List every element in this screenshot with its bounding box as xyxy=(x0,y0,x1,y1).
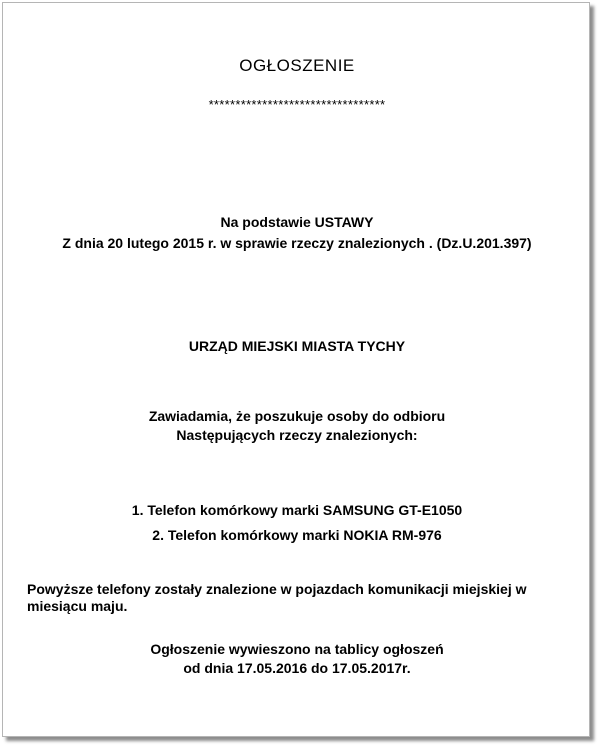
found-info-paragraph: Powyższe telefony zostały znalezione w pojazdach komunikacji miejskiej w miesiącu maju. xyxy=(27,581,527,614)
legal-basis-line-2: Z dnia 20 lutego 2015 r. w sprawie rzeczy znalezionych . (Dz.U.201.397) xyxy=(62,235,532,251)
found-items-list xyxy=(3,502,591,552)
document-page xyxy=(2,2,590,737)
list-item: 1. Telefon komórkowy marki SAMSUNG GT-E1050 xyxy=(131,502,463,518)
notice-line-2: Następujących rzeczy znalezionych: xyxy=(176,427,418,443)
divider: ********************************* xyxy=(208,97,386,112)
posting-line-1: Ogłoszenie wywieszono na tablicy ogłoszeń xyxy=(150,641,444,657)
posting-line-2: od dnia 17.05.2016 do 17.05.2017r. xyxy=(183,660,411,676)
office-name: URZĄD MIEJSKI MIASTA TYCHY xyxy=(188,338,406,354)
notice-line-1: Zawiadamia, że poszukuje osoby do odbioru xyxy=(148,408,446,424)
list-item: 2. Telefon komórkowy marki NOKIA RM-976 xyxy=(152,527,442,543)
page-title: OGŁOSZENIE xyxy=(239,56,355,75)
legal-basis-line-1: Na podstawie USTAWY xyxy=(220,214,374,230)
